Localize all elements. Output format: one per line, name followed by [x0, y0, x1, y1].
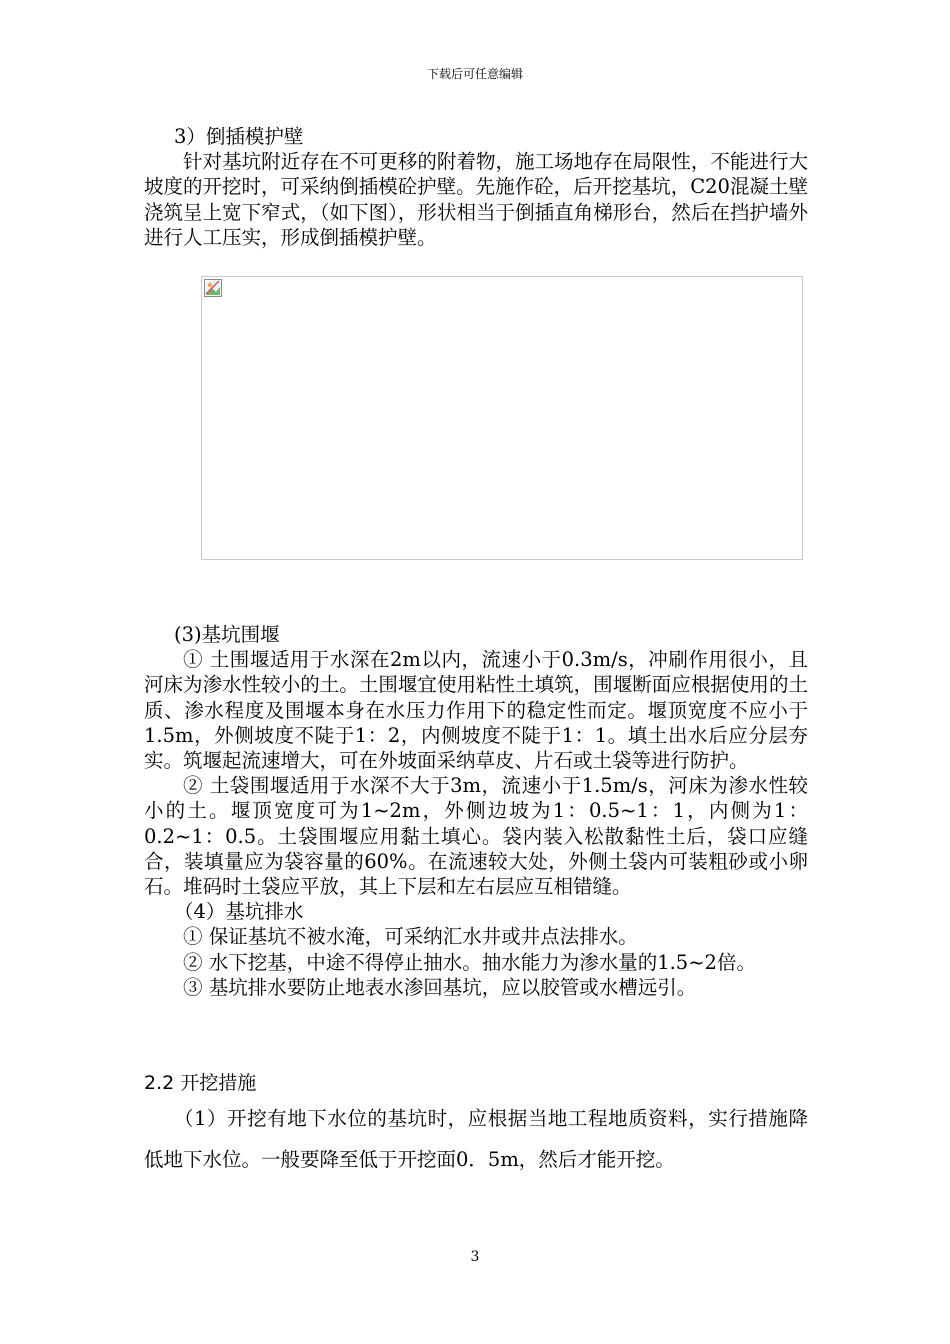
cofferdam-item-sandbag: ② 土袋围堰适用于水深不大于3m，流速小于1.5m/s，河床为渗水性较小的土。堰顶宽度可为1~2m，外侧边坡为1：0.5~1：1，内侧为1：0.2~1：0.5。土袋围堰应用黏土填心。袋内装入松散黏性土后，袋口应缝合，装填量应为袋容量的60%。在流速较大处，外侧土袋内可装粗砂或小卵石。堆码时土袋应平放，其上下层和左右层应互相错缝。 [144, 774, 808, 899]
page-header: 下载后可任意编辑 [426, 67, 523, 81]
figure-placeholder [201, 276, 803, 560]
broken-image-icon [204, 279, 222, 297]
drainage-section-title: （4）基坑排水 [174, 900, 304, 924]
excavation-section [144, 1098, 808, 1180]
cofferdam-item-earth: ① 土围堰适用于水深在2m以内，流速小于0.3m/s，冲刷作用很小，且河床为渗水性较小的土。土围堰宜使用粘性土填筑，围堰断面应根据使用的土质、渗水程度及围堰本身在水压力作用下的稳定性而定。堰顶宽度不应小于1.5m，外侧坡度不陡于1：2，内侧坡度不陡于1：1。填土出水后应分层夯实。筑堰起流速增大，可在外坡面采纳草皮、片石或土袋等进行防护。 [144, 648, 808, 773]
cofferdam-section [144, 622, 808, 1000]
page-number: 3 [470, 1249, 480, 1265]
wall-section-paragraph: 针对基坑附近存在不可更移的附着物，施工场地存在局限性，不能进行大坡度的开挖时，可采纳倒插模砼护壁。先施作砼，后开挖基坑，C20混凝土壁浇筑呈上宽下窄式，（如下图），形状相当于倒插直角梯形台，然后在挡护墙外进行人工压实，形成倒插模护壁。 [144, 150, 808, 249]
cofferdam-section-title: (3)基坑围堰 [174, 623, 280, 646]
wall-section [144, 124, 808, 250]
drainage-item-1: ① 保证基坑不被水淹，可采纳汇水井或井点法排水。 [183, 925, 638, 949]
wall-section-title: 3）倒插模护壁 [174, 125, 304, 148]
excavation-heading: 2.2 开挖措施 [144, 1072, 257, 1094]
drainage-item-3: ③ 基坑排水要防止地表水渗回基坑，应以胶管或水槽远引。 [183, 975, 697, 999]
drainage-item-2: ② 水下挖基，中途不得停止抽水。抽水能力为渗水量的1.5~2倍。 [183, 950, 756, 974]
excavation-paragraph: （1）开挖有地下水位的基坑时，应根据当地工程地质资料，实行措施降低地下水位。一般要降至低于开挖面0．5m，然后才能开挖。 [144, 1107, 808, 1171]
